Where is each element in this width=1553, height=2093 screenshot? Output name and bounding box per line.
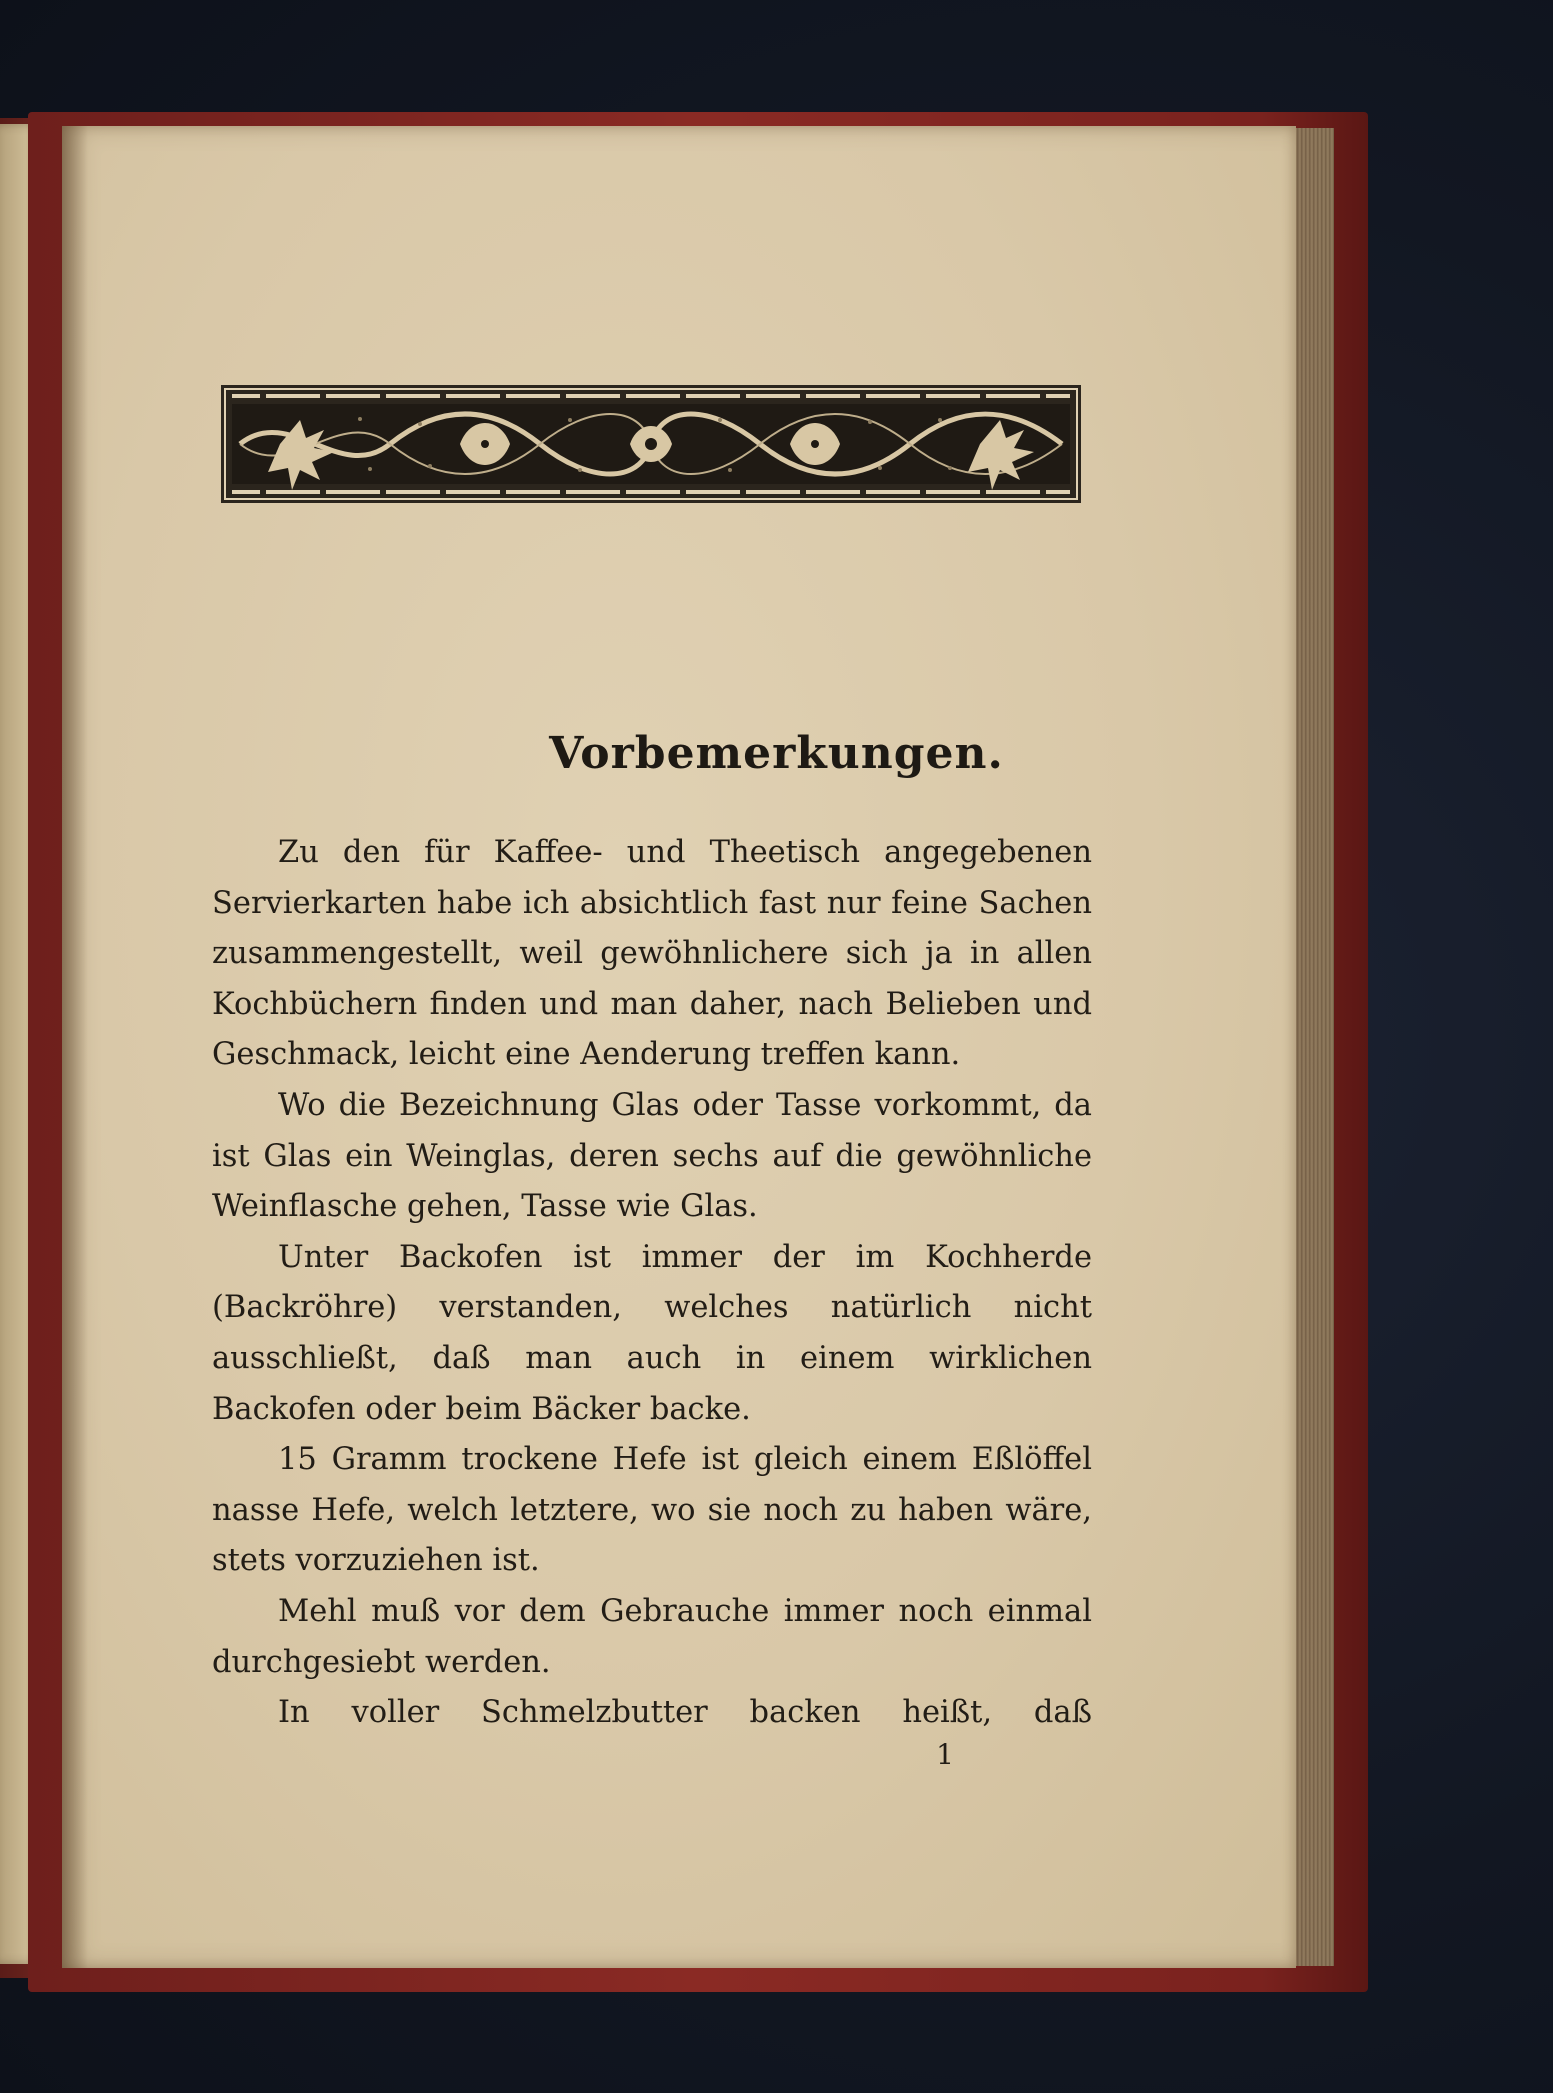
- heading-text: Vorbemerkungen.: [549, 728, 1004, 779]
- paragraph: 15 Gramm trockene Hefe ist gleich einem Eßlöffel nasse Hefe, welch letztere, wo sie noch zu haben wäre, stets vorzuziehen ist.: [212, 1442, 1092, 1579]
- body-text: [212, 828, 1092, 1739]
- page-heading: [0, 728, 1553, 792]
- paragraph: Wo die Bezeichnung Glas oder Tasse vorkommt, da ist Glas ein Weinglas, deren sechs auf die gewöhnliche Weinflasche gehen, Tasse wie Glas.: [212, 1087, 1092, 1225]
- page-number: 1: [936, 1738, 954, 1771]
- gutter-shadow: [62, 126, 88, 1968]
- ornament-icon: [220, 384, 1082, 504]
- paragraph: In voller Schmelzbutter backen heißt, daß: [278, 1695, 1092, 1731]
- paragraph: Unter Backofen ist immer der im Kochherde (Backröhre) verstanden, welches natürlich nicht ausschließt, daß man auch in einem wirklichen Backofen oder beim Bäcker backe.: [212, 1239, 1092, 1427]
- paragraph: Mehl muß vor dem Gebrauche immer noch einmal durchgesiebt werden.: [212, 1593, 1092, 1680]
- paragraph: Zu den für Kaffee- und Theetisch angegebenen Servierkarten habe ich absichtlich fast nur feine Sachen zusammengestellt, weil gewöhnlichere sich ja in allen Kochbüchern finden und man daher, nach Belieben und Geschmack, leicht eine Aenderung treffen kann.: [212, 835, 1092, 1073]
- page-edges: [1290, 128, 1334, 1966]
